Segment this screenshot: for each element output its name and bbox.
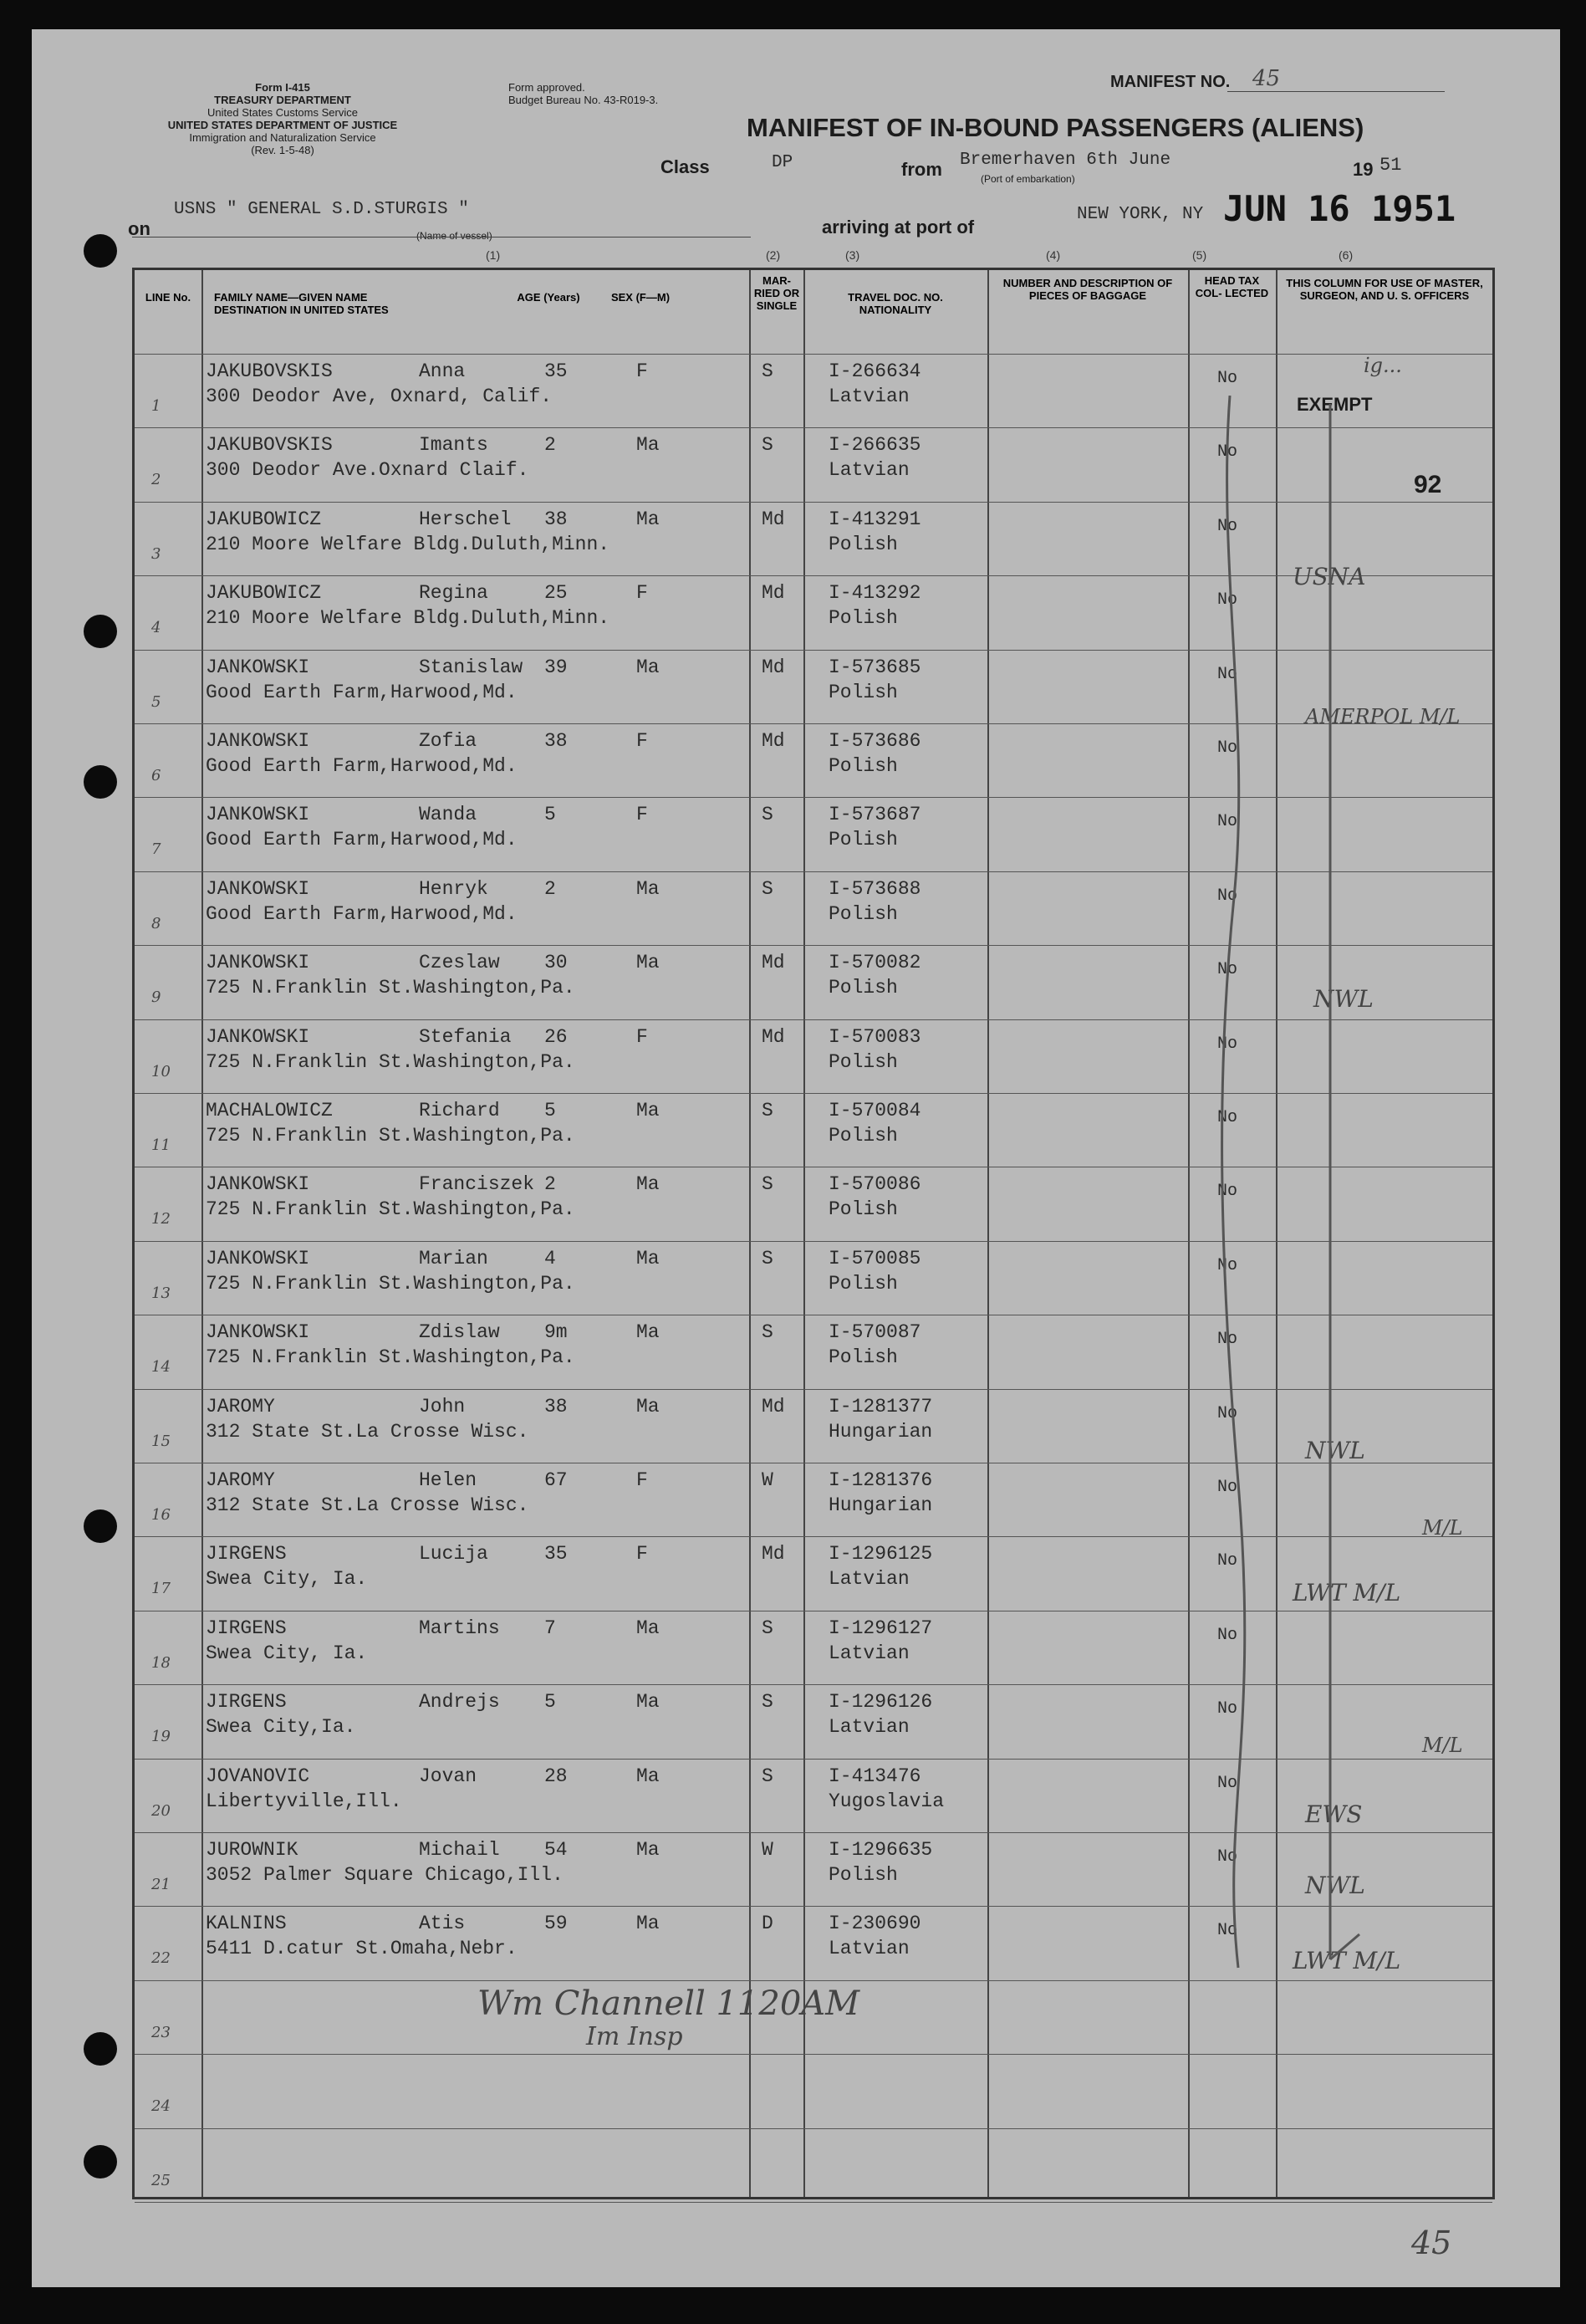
ins-service: Immigration and Naturalization Service <box>189 131 376 144</box>
destination: Swea City, Ia. <box>206 1568 368 1591</box>
annotation-ews: EWS <box>1305 1800 1363 1828</box>
line-number: 10 <box>151 1062 171 1080</box>
head-tax: No <box>1217 369 1238 388</box>
family-name: JIRGENS <box>206 1617 287 1639</box>
destination: 3052 Palmer Square Chicago,Ill. <box>206 1864 564 1886</box>
given-name: Zdislaw <box>419 1321 500 1344</box>
binder-hole <box>84 615 117 648</box>
travel-doc-no: I-1281377 <box>829 1395 933 1417</box>
header-name: FAMILY NAME—GIVEN NAME DESTINATION IN UNITED STATES <box>214 291 389 316</box>
annotation-92: 92 <box>1414 471 1442 498</box>
approval-line-2: Budget Bureau No. 43-R019-3. <box>508 94 659 106</box>
marital-status: S <box>762 1100 773 1121</box>
travel-doc-no: I-570083 <box>829 1025 921 1048</box>
sex: Ma <box>636 1247 660 1269</box>
marital-status: S <box>762 804 773 826</box>
travel-doc-no: I-573685 <box>829 656 921 678</box>
travel-doc-no: I-1296635 <box>829 1839 933 1861</box>
line-number: 14 <box>151 1358 171 1377</box>
marital-status: S <box>762 434 773 457</box>
vessel-underline <box>132 237 751 238</box>
date-stamp: JUN 16 1951 <box>1223 188 1456 229</box>
approval-block <box>508 81 658 106</box>
vessel-label: (Name of vessel) <box>416 230 492 242</box>
nationality: Polish <box>829 1198 898 1221</box>
destination: Good Earth Farm,Harwood,Md. <box>206 902 518 925</box>
family-name: JANKOWSKI <box>206 1025 310 1048</box>
manifest-no-label: MANIFEST NO. <box>1110 73 1231 91</box>
head-tax: No <box>1217 1847 1238 1867</box>
age: 2 <box>544 877 556 900</box>
destination: 312 State St.La Crosse Wisc. <box>206 1494 529 1516</box>
travel-doc-no: I-413291 <box>829 508 921 530</box>
family-name: JIRGENS <box>206 1691 287 1714</box>
from-value: Bremerhaven 6th June <box>960 151 1171 170</box>
destination: 725 N.Franklin St.Washington,Pa. <box>206 1198 575 1221</box>
inspector-signature: Wm Channell 1120AM <box>477 1984 860 2023</box>
destination: Swea City,Ia. <box>206 1716 356 1739</box>
sex: F <box>636 582 648 605</box>
nationality: Polish <box>829 1125 898 1147</box>
marital-status: S <box>762 360 773 382</box>
marital-status: Md <box>762 1543 785 1566</box>
destination: Good Earth Farm,Harwood,Md. <box>206 755 518 777</box>
sex: Ma <box>636 434 660 457</box>
line-number: 19 <box>151 1728 171 1746</box>
destination: 725 N.Franklin St.Washington,Pa. <box>206 1346 575 1369</box>
annotation-lwt: LWT M/L <box>1293 1947 1401 1974</box>
age: 39 <box>544 656 568 678</box>
family-name: JANKOWSKI <box>206 730 310 752</box>
travel-doc-no: I-266634 <box>829 360 921 382</box>
given-name: Wanda <box>419 804 477 826</box>
given-name: Richard <box>419 1100 500 1121</box>
nationality: Hungarian <box>829 1420 933 1443</box>
nationality: Polish <box>829 977 898 999</box>
page-title: MANIFEST OF IN-BOUND PASSENGERS (ALIENS) <box>747 113 1364 142</box>
nationality: Yugoslavia <box>829 1790 945 1812</box>
given-name: Imants <box>419 434 488 457</box>
destination: 312 State St.La Crosse Wisc. <box>206 1420 529 1443</box>
line-number: 11 <box>151 1136 171 1154</box>
given-name: Jovan <box>419 1765 477 1787</box>
age: 7 <box>544 1617 556 1639</box>
customs-service: United States Customs Service <box>207 106 358 119</box>
from-label: from <box>901 159 942 180</box>
age: 5 <box>544 804 556 826</box>
destination: 725 N.Franklin St.Washington,Pa. <box>206 1050 575 1073</box>
nationality: Polish <box>829 533 898 555</box>
annotation-nwl: NWL <box>1313 985 1374 1013</box>
travel-doc-no: I-230690 <box>829 1913 921 1935</box>
head-tax: No <box>1217 1625 1238 1645</box>
head-tax: No <box>1217 1182 1238 1202</box>
destination: 725 N.Franklin St.Washington,Pa. <box>206 1125 575 1147</box>
family-name: JANKOWSKI <box>206 877 310 900</box>
age: 2 <box>544 1173 556 1196</box>
nationality: Latvian <box>829 386 910 407</box>
head-tax: No <box>1217 1773 1238 1793</box>
col-number: (3) <box>845 248 860 262</box>
head-tax: No <box>1217 960 1238 980</box>
travel-doc-no: I-266635 <box>829 434 921 457</box>
line-number: 2 <box>151 471 161 489</box>
marital-status: Md <box>762 1395 785 1417</box>
given-name: Atis <box>419 1913 466 1935</box>
year-prefix: 19 <box>1353 159 1374 180</box>
revision: (Rev. 1-5-48) <box>251 144 314 156</box>
head-tax: No <box>1217 1255 1238 1275</box>
manifest-no-underline <box>1227 91 1445 92</box>
line-number: 18 <box>151 1653 171 1672</box>
age: 30 <box>544 952 568 974</box>
family-name: JAKUBOVSKIS <box>206 434 333 457</box>
marital-status: S <box>762 1173 773 1196</box>
head-tax: No <box>1217 738 1238 758</box>
marital-status: W <box>762 1469 773 1491</box>
marital-status: Md <box>762 952 785 974</box>
annotation-amerpol: AMERPOL M/L <box>1305 705 1461 728</box>
family-name: KALNINS <box>206 1913 287 1935</box>
sex: Ma <box>636 1765 660 1787</box>
destination: Libertyville,Ill. <box>206 1790 402 1812</box>
header-line-no: LINE No. <box>145 291 191 304</box>
annotation-nwl: NWL <box>1305 1437 1365 1464</box>
age: 5 <box>544 1691 556 1714</box>
given-name: Michail <box>419 1839 500 1861</box>
given-name: Helen <box>419 1469 477 1491</box>
head-tax: No <box>1217 1478 1238 1497</box>
row-divider <box>135 2202 1492 2203</box>
age: 59 <box>544 1913 568 1935</box>
destination: Good Earth Farm,Harwood,Md. <box>206 681 518 703</box>
marital-status: Md <box>762 582 785 605</box>
age: 38 <box>544 508 568 530</box>
sex: Ma <box>636 877 660 900</box>
table-row <box>135 2054 1492 2127</box>
family-name: JANKOWSKI <box>206 952 310 974</box>
family-name: JOVANOVIC <box>206 1765 310 1787</box>
travel-doc-no: I-573688 <box>829 877 921 900</box>
travel-doc-no: I-1296125 <box>829 1543 933 1566</box>
given-name: John <box>419 1395 466 1417</box>
passenger-table <box>132 248 1495 2199</box>
line-number: 7 <box>151 840 161 859</box>
tax-check-line <box>1213 396 1263 1984</box>
binder-hole <box>84 2145 117 2178</box>
manifest-no-value: 45 <box>1252 66 1281 91</box>
sex: Ma <box>636 1321 660 1344</box>
given-name: Franciszek <box>419 1173 535 1196</box>
binder-hole <box>84 234 117 268</box>
nationality: Polish <box>829 1272 898 1295</box>
sex: Ma <box>636 1617 660 1639</box>
head-tax: No <box>1217 1921 1238 1941</box>
given-name: Andrejs <box>419 1691 500 1714</box>
marital-status: D <box>762 1913 773 1935</box>
family-name: JANKOWSKI <box>206 1321 310 1344</box>
family-name: JANKOWSKI <box>206 804 310 826</box>
family-name: JANKOWSKI <box>206 656 310 678</box>
line-number: 6 <box>151 767 161 784</box>
head-tax: No <box>1217 590 1238 610</box>
family-name: JAROMY <box>206 1469 275 1491</box>
travel-doc-no: I-1281376 <box>829 1469 933 1491</box>
nationality: Latvian <box>829 1642 910 1664</box>
sex: Ma <box>636 1913 660 1935</box>
line-number: 3 <box>151 544 161 563</box>
nationality: Polish <box>829 1864 898 1886</box>
sex: F <box>636 730 648 752</box>
given-name: Stefania <box>419 1025 512 1048</box>
travel-doc-no: I-570087 <box>829 1321 921 1344</box>
head-tax: No <box>1217 1108 1238 1127</box>
age: 9m <box>544 1321 568 1344</box>
annotation-ig: ig... <box>1364 354 1402 377</box>
marital-status: Md <box>762 730 785 752</box>
given-name: Herschel <box>419 508 512 530</box>
head-tax: No <box>1217 1403 1238 1423</box>
year-value: 51 <box>1379 155 1402 176</box>
marital-status: Md <box>762 656 785 678</box>
line-number: 23 <box>151 2023 171 2041</box>
nationality: Polish <box>829 829 898 851</box>
destination: Good Earth Farm,Harwood,Md. <box>206 829 518 851</box>
form-number: Form I-415 <box>255 81 310 94</box>
line-number: 1 <box>151 397 161 415</box>
family-name: JANKOWSKI <box>206 1247 310 1269</box>
port-embark-label: (Port of embarkation) <box>981 173 1075 185</box>
family-name: JIRGENS <box>206 1543 287 1566</box>
binder-hole <box>84 765 117 799</box>
age: 4 <box>544 1247 556 1269</box>
on-label: on <box>128 218 150 239</box>
given-name: Martins <box>419 1617 500 1639</box>
binder-hole <box>84 2032 117 2066</box>
sex: F <box>636 1543 648 1566</box>
line-number: 5 <box>151 692 161 711</box>
class-value: DP <box>772 153 793 172</box>
head-tax: No <box>1217 1699 1238 1719</box>
age: 54 <box>544 1839 568 1861</box>
destination: 725 N.Franklin St.Washington,Pa. <box>206 977 575 999</box>
header-sex: SEX (F—M) <box>610 291 671 304</box>
head-tax: No <box>1217 1551 1238 1571</box>
sex: F <box>636 1025 648 1048</box>
age: 26 <box>544 1025 568 1048</box>
destination: 210 Moore Welfare Bldg.Duluth,Minn. <box>206 533 610 555</box>
family-name: JAKUBOVSKIS <box>206 360 333 382</box>
marital-status: S <box>762 1321 773 1344</box>
age: 28 <box>544 1765 568 1787</box>
age: 25 <box>544 582 568 605</box>
travel-doc-no: I-413292 <box>829 582 921 605</box>
sex: Ma <box>636 1839 660 1861</box>
annotation-exempt: EXEMPT <box>1297 394 1373 415</box>
travel-doc-no: I-1296127 <box>829 1617 933 1639</box>
annotation-lwt: LWT M/L <box>1293 1579 1401 1606</box>
family-name: MACHALOWICZ <box>206 1100 333 1121</box>
head-tax: No <box>1217 812 1238 832</box>
nationality: Latvian <box>829 1568 910 1591</box>
destination: 725 N.Franklin St.Washington,Pa. <box>206 1272 575 1295</box>
marital-status: S <box>762 1765 773 1787</box>
col-number: (1) <box>486 248 501 262</box>
destination: 300 Deodor Ave, Oxnard, Calif. <box>206 386 553 407</box>
marital-status: S <box>762 1247 773 1269</box>
age: 2 <box>544 434 556 457</box>
col-number: (4) <box>1046 248 1061 262</box>
travel-doc-no: I-570085 <box>829 1247 921 1269</box>
marital-status: S <box>762 1691 773 1714</box>
marital-status: S <box>762 877 773 900</box>
nationality: Latvian <box>829 1716 910 1739</box>
marital-status: S <box>762 1617 773 1639</box>
head-tax: No <box>1217 886 1238 906</box>
sex: Ma <box>636 1395 660 1417</box>
nationality: Latvian <box>829 459 910 482</box>
line-number: 8 <box>151 914 161 932</box>
age: 35 <box>544 1543 568 1566</box>
nationality: Hungarian <box>829 1494 933 1516</box>
destination: 210 Moore Welfare Bldg.Duluth,Minn. <box>206 607 610 630</box>
age: 38 <box>544 730 568 752</box>
manifest-sheet <box>32 29 1560 2287</box>
given-name: Anna <box>419 360 466 382</box>
line-number: 24 <box>151 2097 171 2116</box>
header-travel-doc: TRAVEL DOC. NO. NATIONALITY <box>848 291 943 316</box>
marital-status: Md <box>762 1025 785 1048</box>
line-number: 12 <box>151 1210 171 1228</box>
marital-status: W <box>762 1839 773 1861</box>
nationality: Polish <box>829 607 898 630</box>
header-officers: THIS COLUMN FOR USE OF MASTER, SURGEON, AND U. S. OFFICERS <box>1286 277 1483 302</box>
form-block <box>140 81 425 156</box>
destination: Swea City, Ia. <box>206 1642 368 1664</box>
col-number: (2) <box>766 248 781 262</box>
family-name: JANKOWSKI <box>206 1173 310 1196</box>
line-number: 15 <box>151 1432 171 1450</box>
header-baggage: NUMBER AND DESCRIPTION OF PIECES OF BAGGAGE <box>1002 277 1173 302</box>
bracket-line <box>1280 387 1414 1976</box>
given-name: Regina <box>419 582 488 605</box>
line-number: 16 <box>151 1506 171 1524</box>
family-name: JAKUBOWICZ <box>206 508 322 530</box>
travel-doc-no: I-573687 <box>829 804 921 826</box>
annotation-nwl: NWL <box>1305 1872 1365 1899</box>
header-head-tax: HEAD TAX COL- LECTED <box>1195 274 1269 299</box>
sex: Ma <box>636 656 660 678</box>
nationality: Polish <box>829 755 898 777</box>
family-name: JUROWNIK <box>206 1839 298 1861</box>
sex: F <box>636 360 648 382</box>
sex: Ma <box>636 1100 660 1121</box>
header-married: MAR- RIED OR SINGLE <box>753 274 800 312</box>
col-number: (5) <box>1192 248 1207 262</box>
sex: F <box>636 804 648 826</box>
travel-doc-no: I-413476 <box>829 1765 921 1787</box>
vessel-value: USNS " GENERAL S.D.STURGIS " <box>174 200 469 219</box>
binder-hole <box>84 1509 117 1543</box>
nationality: Polish <box>829 1050 898 1073</box>
treasury-dept: TREASURY DEPARTMENT <box>214 94 351 106</box>
age: 38 <box>544 1395 568 1417</box>
approval-line-1: Form approved. <box>508 81 585 94</box>
given-name: Czeslaw <box>419 952 500 974</box>
travel-doc-no: I-570082 <box>829 952 921 974</box>
nationality: Polish <box>829 681 898 703</box>
head-tax: No <box>1217 1330 1238 1350</box>
line-number: 13 <box>151 1284 171 1302</box>
class-label: Class <box>660 156 710 177</box>
travel-doc-no: I-570084 <box>829 1100 921 1121</box>
given-name: Stanislaw <box>419 656 523 678</box>
line-number: 25 <box>151 2171 171 2189</box>
nationality: Latvian <box>829 1938 910 1960</box>
table-row <box>135 2128 1492 2202</box>
travel-doc-no: I-573686 <box>829 730 921 752</box>
sex: Ma <box>636 1173 660 1196</box>
given-name: Henryk <box>419 877 488 900</box>
justice-dept: UNITED STATES DEPARTMENT OF JUSTICE <box>167 119 398 131</box>
head-tax: No <box>1217 664 1238 684</box>
destination: 300 Deodor Ave.Oxnard Claif. <box>206 459 529 482</box>
nationality: Polish <box>829 1346 898 1369</box>
col-number: (6) <box>1339 248 1354 262</box>
sex: Ma <box>636 1691 660 1714</box>
age: 35 <box>544 360 568 382</box>
head-tax: No <box>1217 516 1238 536</box>
line-number: 4 <box>151 619 161 637</box>
family-name: JAROMY <box>206 1395 275 1417</box>
destination: 5411 D.catur St.Omaha,Nebr. <box>206 1938 518 1960</box>
line-number: 9 <box>151 988 161 1007</box>
sex: Ma <box>636 952 660 974</box>
line-number: 20 <box>151 1801 171 1820</box>
given-name: Lucija <box>419 1543 488 1566</box>
given-name: Marian <box>419 1247 488 1269</box>
annotation-ml: M/L <box>1422 1516 1463 1540</box>
head-tax: No <box>1217 1034 1238 1054</box>
header-age: AGE (Years) <box>517 291 580 304</box>
age: 67 <box>544 1469 568 1491</box>
arriving-label: arriving at port of <box>822 217 975 238</box>
sex: Ma <box>636 508 660 530</box>
nationality: Polish <box>829 902 898 925</box>
annotation-usna: USNA <box>1293 563 1366 590</box>
sex: F <box>636 1469 648 1491</box>
marital-status: Md <box>762 508 785 530</box>
inspector-title: Im Insp <box>586 2022 683 2051</box>
travel-doc-no: I-570086 <box>829 1173 921 1196</box>
travel-doc-no: I-1296126 <box>829 1691 933 1714</box>
age: 5 <box>544 1100 556 1121</box>
arriving-value: NEW YORK, NY <box>1077 205 1204 224</box>
line-number: 21 <box>151 1876 171 1893</box>
annotation-ml: M/L <box>1422 1734 1463 1757</box>
family-name: JAKUBOWICZ <box>206 582 322 605</box>
line-number: 17 <box>151 1580 171 1598</box>
head-tax: No <box>1217 442 1238 462</box>
page-number: 45 <box>1411 2224 1452 2261</box>
line-number: 22 <box>151 1949 171 1968</box>
given-name: Zofia <box>419 730 477 752</box>
